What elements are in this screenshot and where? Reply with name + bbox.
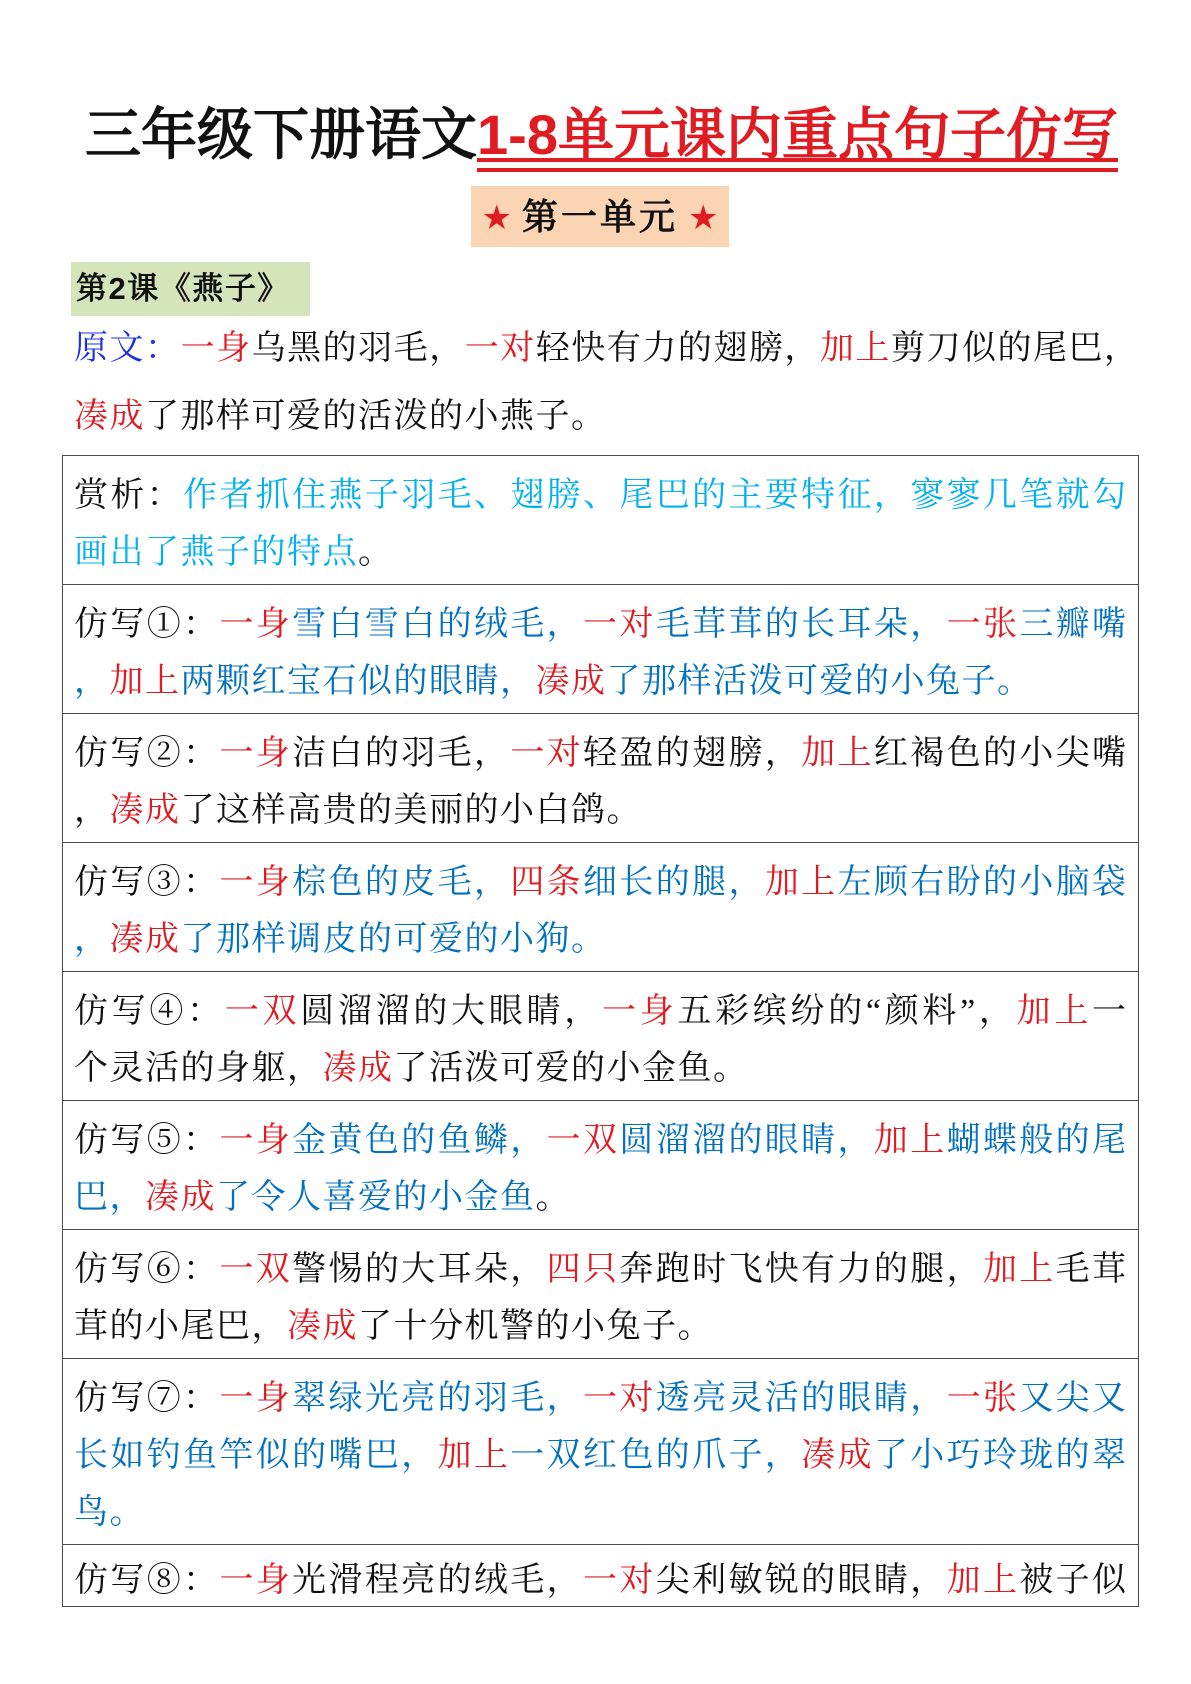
text-segment: 了那样活泼可爱的小兔子。 <box>606 663 1033 700</box>
text-segment: 奔跑时飞快有力的腿， <box>619 1251 983 1288</box>
text-segment: 红褐色的小尖嘴 <box>873 735 1127 772</box>
text-segment: 洁白的羽毛， <box>292 735 511 772</box>
text-segment: 仿写④： <box>74 993 225 1030</box>
keyword-segment: 凑成 <box>322 1050 394 1087</box>
imitation-row-8 <box>63 1545 1139 1607</box>
keyword-segment: 一双 <box>219 1251 293 1288</box>
keyword-segment: 一身 <box>180 330 252 367</box>
text-segment: 雪白雪白的绒毛， <box>292 606 584 643</box>
text-line <box>74 1169 1126 1226</box>
text-line <box>74 524 1126 581</box>
text-segment: 细长的腿， <box>583 864 765 901</box>
imitation-cell <box>63 1230 1139 1359</box>
star-icon: ★ <box>481 198 512 238</box>
text-line <box>74 1241 1126 1298</box>
text-segment: 蝴蝶般的尾 <box>946 1122 1127 1159</box>
text-segment: 长如钓鱼竿似的嘴巴， <box>74 1437 438 1474</box>
text-segment: 三瓣嘴 <box>1019 606 1127 643</box>
text-segment: 了那样调皮的可爱的小狗。 <box>180 921 607 958</box>
text-line <box>74 911 1126 968</box>
keyword-segment: 凑成 <box>535 663 607 700</box>
imitation-row-3 <box>63 843 1139 972</box>
text-segment: 仿写⑧： <box>74 1562 220 1599</box>
text-segment: 仿写①： <box>74 606 220 643</box>
keyword-segment: 凑成 <box>145 1179 216 1216</box>
text-segment: 。 <box>535 1179 571 1216</box>
text-segment: 仿写③： <box>74 864 220 901</box>
unit-badge <box>471 186 729 247</box>
keyword-segment: 加上 <box>801 735 874 772</box>
text-segment: 又尖又 <box>1019 1380 1127 1417</box>
text-line <box>74 782 1126 839</box>
keyword-segment: 一身 <box>219 1562 293 1599</box>
keyword-segment: 凑成 <box>287 1308 358 1345</box>
keyword-segment: 一双 <box>224 993 301 1030</box>
text-segment: 巴， <box>74 1179 145 1216</box>
text-segment: 个灵活的身躯， <box>74 1050 323 1087</box>
text-line <box>74 1040 1126 1097</box>
text-segment: 尖利敏锐的眼睛， <box>655 1562 947 1599</box>
text-segment: 仿写⑦： <box>74 1380 220 1417</box>
keyword-segment: 一双 <box>546 1122 620 1159</box>
text-segment: 一 <box>1092 993 1127 1030</box>
keyword-segment: 加上 <box>764 864 838 901</box>
text-segment: ， <box>74 921 110 958</box>
text-line <box>74 1427 1126 1484</box>
appreciation-row <box>63 456 1139 585</box>
keyword-segment: 一对 <box>583 1380 656 1417</box>
keyword-segment: 凑成 <box>801 1437 874 1474</box>
imitation-row-2 <box>63 714 1139 843</box>
text-segment: 仿写⑤： <box>74 1122 220 1159</box>
text-segment: 仿写⑥： <box>74 1251 220 1288</box>
text-segment: 轻快有力的翅膀， <box>535 330 820 367</box>
text-segment: 圆溜溜的眼睛， <box>619 1122 874 1159</box>
keyword-segment: 凑成 <box>109 792 181 829</box>
imitation-cell <box>63 1359 1139 1545</box>
lesson-label: 第2课《燕子》 <box>71 262 310 316</box>
page-title <box>0 103 1191 166</box>
text-segment: 仿写②： <box>74 735 220 772</box>
text-line <box>74 653 1126 710</box>
text-line <box>74 1112 1126 1169</box>
keyword-segment: 一张 <box>946 1380 1020 1417</box>
text-segment: 作者抓住燕子羽毛、翅膀、尾巴的主要特征，寥寥几笔就勾 <box>183 477 1127 514</box>
text-segment: 了那样可爱的活泼的小燕子。 <box>145 398 607 435</box>
keyword-segment: 加上 <box>819 330 891 367</box>
text-segment: 一双红色的爪子， <box>510 1437 802 1474</box>
text-line <box>74 725 1126 782</box>
text-segment: 了这样高贵的美丽的小白鸽。 <box>180 792 642 829</box>
text-line <box>74 467 1126 524</box>
text-line <box>74 1298 1126 1355</box>
imitation-cell <box>63 843 1139 972</box>
imitation-cell <box>63 714 1139 843</box>
text-segment: 原文： <box>74 330 181 367</box>
text-segment: 左顾右盼的小脑袋 <box>837 864 1127 901</box>
text-line <box>74 315 1138 383</box>
imitation-row-1 <box>63 585 1139 714</box>
unit-label: 第一单元 <box>521 196 678 237</box>
text-segment: 乌黑的羽毛， <box>251 330 465 367</box>
keyword-segment: 一身 <box>219 735 293 772</box>
text-segment: ， <box>74 663 110 700</box>
keyword-segment: 一对 <box>583 1562 656 1599</box>
imitation-table <box>62 455 1139 1607</box>
imitation-cell <box>63 972 1139 1101</box>
text-segment: 了十分机警的小兔子。 <box>358 1308 713 1345</box>
keyword-segment: 凑成 <box>109 921 181 958</box>
text-segment: 。 <box>358 534 394 571</box>
star-icon: ★ <box>688 198 719 238</box>
keyword-segment: 一对 <box>464 330 536 367</box>
keyword-segment: 加上 <box>437 1437 511 1474</box>
text-segment: ， <box>74 792 110 829</box>
text-line <box>74 1484 1126 1541</box>
text-segment: 五彩缤纷的“颜料”， <box>677 993 1017 1030</box>
text-segment: 了令人喜爱的小金鱼 <box>216 1179 536 1216</box>
imitation-row-6 <box>63 1230 1139 1359</box>
text-line <box>74 1556 1126 1606</box>
text-segment: 两颗红宝石似的眼睛， <box>180 663 536 700</box>
text-line <box>74 854 1126 911</box>
keyword-segment: 加上 <box>982 1251 1056 1288</box>
text-segment: 透亮灵活的眼睛， <box>655 1380 947 1417</box>
text-segment: 圆溜溜的大眼睛， <box>300 993 602 1030</box>
text-segment: 画出了燕子的特点 <box>74 534 358 571</box>
imitation-cell <box>63 1545 1139 1607</box>
text-segment: 剪刀似的尾巴， <box>890 330 1139 367</box>
keyword-segment: 加上 <box>873 1122 947 1159</box>
text-line <box>74 383 1138 451</box>
text-line <box>74 596 1126 653</box>
imitation-row-7 <box>63 1359 1139 1545</box>
imitation-cell <box>63 1101 1139 1230</box>
keyword-segment: 一对 <box>583 606 656 643</box>
keyword-segment: 一身 <box>219 1380 293 1417</box>
keyword-segment: 四条 <box>510 864 584 901</box>
text-line <box>74 1370 1126 1427</box>
keyword-segment: 加上 <box>946 1562 1020 1599</box>
keyword-segment: 加上 <box>109 663 181 700</box>
keyword-segment: 一身 <box>219 606 293 643</box>
text-segment: 金黄色的鱼鳞， <box>292 1122 547 1159</box>
text-segment: 了小巧玲珑的翠 <box>873 1437 1127 1474</box>
text-segment: 茸的小尾巴， <box>74 1308 287 1345</box>
appreciation-cell <box>63 456 1139 585</box>
text-segment: 棕色的皮毛， <box>292 864 511 901</box>
keyword-segment: 一张 <box>946 606 1020 643</box>
text-segment: 赏析： <box>74 477 184 514</box>
text-segment: 警惕的大耳朵， <box>292 1251 547 1288</box>
title-grade-part: 三年级下册语文 <box>85 103 478 166</box>
imitation-cell <box>63 585 1139 714</box>
title-highlight-part: 1-8单元课内重点句子仿写 <box>477 103 1118 166</box>
text-segment: 毛茸 <box>1055 1251 1127 1288</box>
keyword-segment: 一身 <box>219 1122 293 1159</box>
imitation-row-4 <box>63 972 1139 1101</box>
keyword-segment: 一对 <box>510 735 584 772</box>
text-segment: 翠绿光亮的羽毛， <box>292 1380 584 1417</box>
keyword-segment: 凑成 <box>74 398 145 435</box>
text-segment: 了活泼可爱的小金鱼。 <box>393 1050 749 1087</box>
text-segment: 光滑程亮的绒毛， <box>292 1562 584 1599</box>
keyword-segment: 一身 <box>601 993 678 1030</box>
text-segment: 毛茸茸的长耳朵， <box>655 606 947 643</box>
text-segment: 鸟。 <box>74 1494 145 1531</box>
imitation-row-5 <box>63 1101 1139 1230</box>
text-segment: 被子似 <box>1019 1562 1127 1599</box>
keyword-segment: 四只 <box>546 1251 620 1288</box>
keyword-segment: 加上 <box>1016 993 1093 1030</box>
text-segment: 轻盈的翅膀， <box>583 735 802 772</box>
text-line <box>74 983 1126 1040</box>
original-sentence <box>74 315 1138 451</box>
keyword-segment: 一身 <box>219 864 293 901</box>
